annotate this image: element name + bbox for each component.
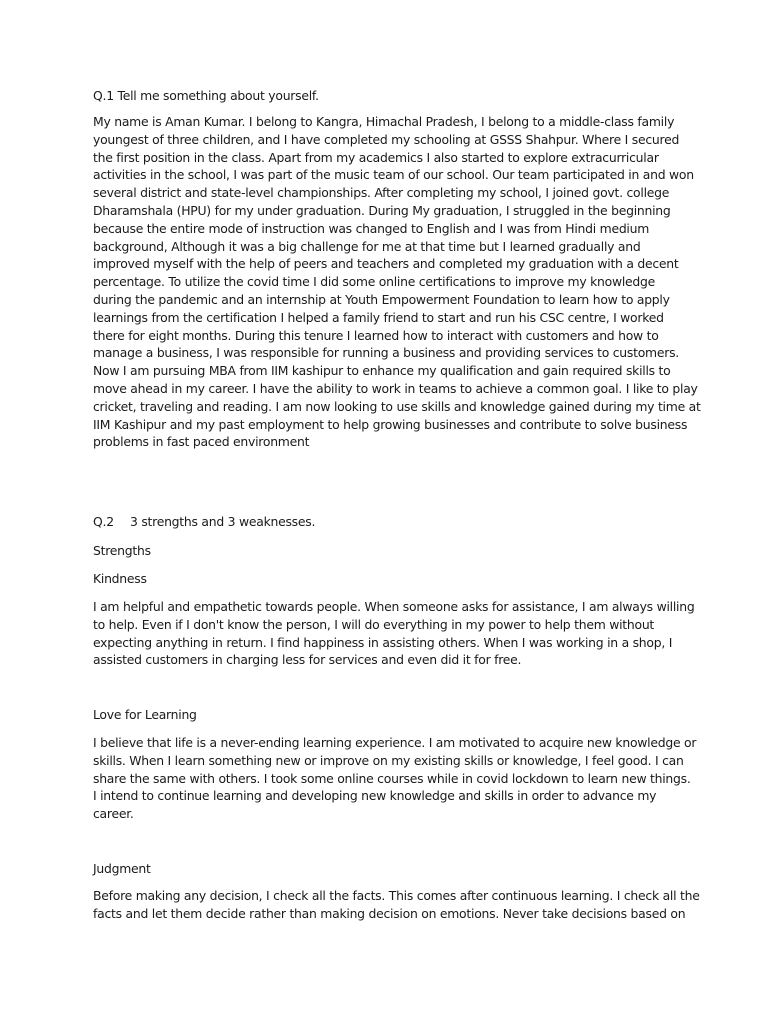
q1-line: IIM Kashipur and my past employment to help growing businesses and contribute to solve business bbox=[93, 416, 688, 432]
q1-line: manage a business, I was responsible for running a business and providing services to customers. bbox=[93, 345, 679, 361]
q1-answer-paragraph bbox=[93, 113, 701, 451]
q2-title: 3 strengths and 3 weaknesses. bbox=[130, 514, 316, 529]
q1-line: several district and state-level championships. After completing my school, I joined govt. college bbox=[93, 185, 670, 201]
strengths-heading: Strengths bbox=[93, 543, 151, 558]
q1-line: youngest of three children, and I have completed my schooling at GSSS Shahpur. Where I secured bbox=[93, 131, 680, 147]
q1-heading bbox=[93, 87, 693, 105]
learning-line: career. bbox=[93, 806, 134, 822]
kindness-line: expecting anything in return. I find happiness in assisting others. When I was working in a shop, I bbox=[93, 634, 673, 650]
q1-line: improved myself with the help of peers and teachers and completed my graduation with a decent bbox=[93, 256, 679, 272]
learning-line: skills. When I learn something new or improve on my existing skills or knowledge, I feel good. I can bbox=[93, 752, 684, 768]
q1-line: activities in the school, I was part of the music team of our school. Our team participated in and won bbox=[93, 167, 694, 183]
kindness-heading: Kindness bbox=[93, 571, 147, 586]
q1-line: percentage. To utilize the covid time I did some online certifications to improve my knowledge bbox=[93, 274, 656, 290]
q2-heading bbox=[93, 513, 693, 531]
learning-line: share the same with others. I took some online courses while in covid lockdown to learn new things. bbox=[93, 770, 691, 786]
q1-line: Now I am pursuing MBA from IIM kashipur to enhance my qualification and gain required skills to bbox=[93, 363, 671, 379]
kindness-line: assisted customers in charging less for services and even did it for free. bbox=[93, 652, 522, 668]
q1-line: background, Although it was a big challenge for me at that time but I learned gradually and bbox=[93, 238, 641, 254]
judgment-paragraph bbox=[93, 887, 700, 923]
q1-line: move ahead in my career. I have the ability to work in teams to achieve a common goal. I like to play bbox=[93, 380, 698, 396]
q1-line: learnings from the certification I helped a family friend to start and run his CSC centre, I worked bbox=[93, 309, 664, 325]
learning-line: I believe that life is a never-ending learning experience. I am motivated to acquire new knowledge or bbox=[93, 735, 697, 750]
q1-line: problems in fast paced environment bbox=[93, 434, 310, 450]
q1-line: the first position in the class. Apart from my academics I also started to explore extracurricular bbox=[93, 149, 659, 165]
learning-line: I intend to continue learning and developing new knowledge and skills in order to advance my bbox=[93, 788, 657, 804]
kindness-line: I am helpful and empathetic towards people. When someone asks for assistance, I am always willing bbox=[93, 599, 695, 614]
judgment-line: Before making any decision, I check all the facts. This comes after continuous learning. I check all the bbox=[93, 888, 700, 903]
love-for-learning-paragraph bbox=[93, 734, 697, 823]
judgment-line: facts and let them decide rather than making decision on emotions. Never take decisions based on bbox=[93, 905, 686, 921]
q1-line: My name is Aman Kumar. I belong to Kangra, Himachal Pradesh, I belong to a middle-class family bbox=[93, 114, 675, 129]
kindness-paragraph bbox=[93, 598, 693, 669]
q1-line: because the entire mode of instruction was changed to English and I was from Hindi medium bbox=[93, 220, 650, 236]
q1-line: Dharamshala (HPU) for my under graduation. During My graduation, I struggled in the beginning bbox=[93, 202, 671, 218]
judgment-heading: Judgment bbox=[93, 861, 151, 876]
q1-line: during the pandemic and an internship at Youth Empowerment Foundation to learn how to apply bbox=[93, 291, 670, 307]
q1-line: there for eight months. During this tenure I learned how to interact with customers and how to bbox=[93, 327, 659, 343]
q2-number: Q.2 bbox=[93, 514, 114, 529]
kindness-line: to help. Even if I don't know the person, I will do everything in my power to help them without bbox=[93, 616, 655, 632]
q1-title: Q.1 Tell me something about yourself. bbox=[93, 88, 319, 103]
q1-line: cricket, traveling and reading. I am now looking to use skills and knowledge gained during my time at bbox=[93, 398, 701, 414]
love-for-learning-heading: Love for Learning bbox=[93, 707, 197, 722]
